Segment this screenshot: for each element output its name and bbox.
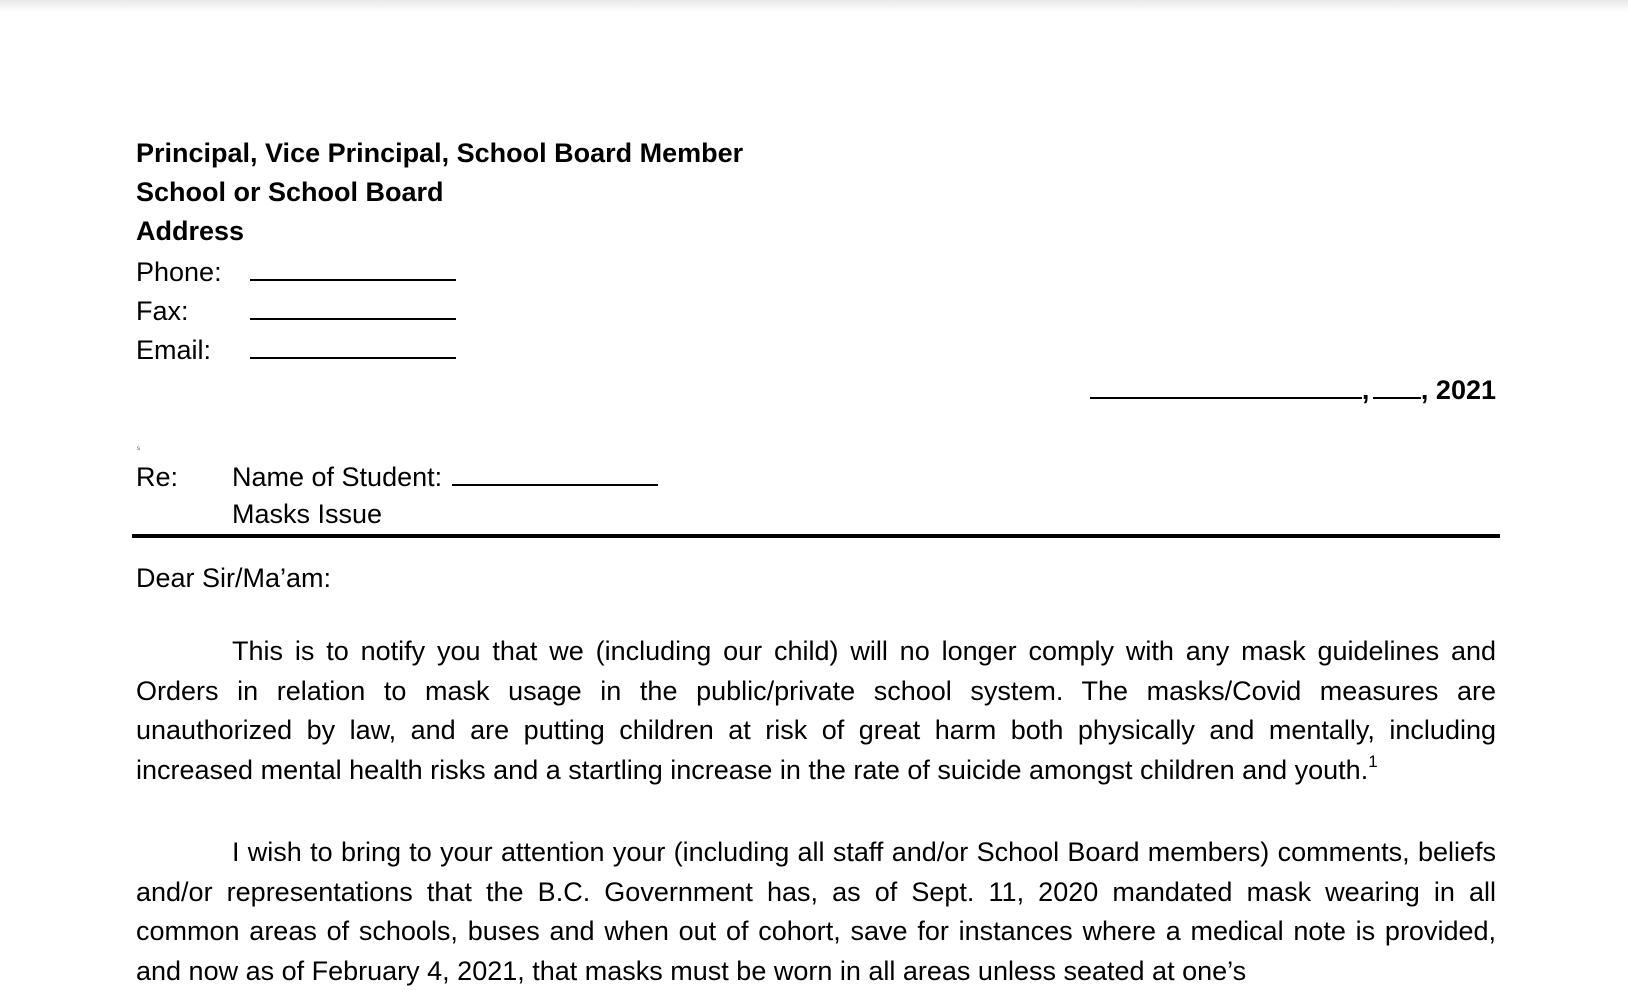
phone-label: Phone: [136, 257, 222, 287]
student-name-field[interactable] [452, 458, 658, 486]
re-row [136, 458, 658, 494]
email-label: Email: [136, 335, 212, 365]
page-top-shadow [0, 0, 1628, 12]
paragraph-1-text: This is to notify you that we (including our child) will no longer comply with any mask guidelines and Orders in relation to mask usage in the public/private school system. The masks/Covid measures are unauthorized by law, and are putting children at risk of great harm both physically and mentally, including increased mental health risks and a startling increase in the rate of suicide amongst children and youth. [136, 636, 1496, 785]
paragraph-2-text: I wish to bring to your attention your (including all staff and/or School Board members) comments, beliefs and/or representations that the B.C. Government has, as of Sept. 11, 2020 mandated mask wearing in all common areas of schools, buses and when out of cohort, save for instances where a medical note is provided, and now as of February 4, 2021, that masks must be worn in all areas unless seated at one’s [136, 837, 1496, 986]
student-name-label: Name of Student: [232, 462, 443, 492]
paragraph-2 [136, 833, 1496, 991]
recipient-title: Principal, Vice Principal, School Board Member [136, 138, 744, 168]
stray-mark: s [137, 446, 140, 452]
recipient-org: School or School Board [136, 177, 444, 207]
address-label: Address [136, 216, 245, 246]
paragraph-1 [136, 632, 1496, 790]
fax-label: Fax: [136, 296, 189, 326]
email-field[interactable] [250, 331, 456, 359]
date-year: 2021 [1435, 375, 1496, 405]
phone-field[interactable] [250, 253, 456, 281]
footnote-ref-1[interactable]: 1 [1368, 751, 1378, 771]
email-row [136, 331, 456, 367]
re-label: Re: [136, 462, 179, 492]
phone-row [136, 253, 456, 289]
fax-field[interactable] [250, 292, 456, 320]
date-line: , , 2021 [1090, 371, 1496, 407]
date-day-blank[interactable] [1373, 371, 1421, 399]
re-subject: Masks Issue [232, 499, 383, 529]
date-month-blank[interactable] [1090, 371, 1362, 399]
header-divider [132, 534, 1500, 538]
fax-row [136, 292, 456, 328]
salutation: Dear Sir/Ma’am: [136, 563, 332, 593]
